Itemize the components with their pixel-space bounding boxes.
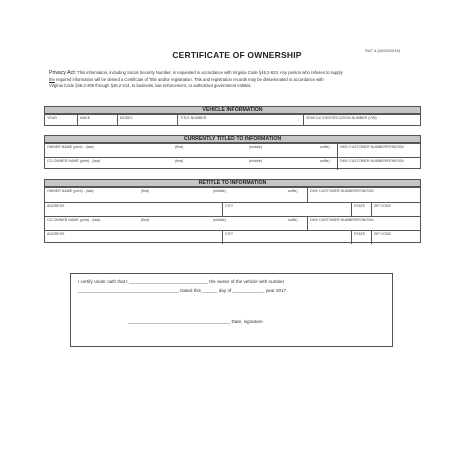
- make-field[interactable]: MAKE: [77, 115, 117, 125]
- retitle-co-owner-suffix-field[interactable]: suffix): [288, 218, 298, 222]
- retitle-address-row-1: [45, 202, 420, 216]
- certification-box: [70, 273, 393, 347]
- certification-line-2[interactable]: _______________________________________, Dated this ______ day of ____________, year 2017.: [78, 288, 288, 293]
- retitle-address-field-2[interactable]: ADDRESS: [47, 232, 65, 236]
- privacy-text-2: required information will be denied a Certificate of Title and/or registration. This and registration records may be disseminated in accordance with: [54, 76, 324, 82]
- retitle-owner-middle-field[interactable]: (middle): [213, 189, 226, 193]
- title-number-field[interactable]: TITLE NUMBER: [177, 115, 280, 125]
- privacy-text-3: Virginia Code §46.2-208 through §46.2-214, to business, law enforcement, or authorized government entities.: [49, 82, 252, 88]
- retitle-co-owner-name-field[interactable]: CO-OWNER NAME (print) - (last): [47, 218, 101, 222]
- vehicle-section-heading: VEHICLE INFORMATION: [44, 106, 421, 114]
- vin-field[interactable]: VEHICLE IDENTIFICATION NUMBER (VIN): [303, 115, 422, 125]
- titled-info-grid: [44, 143, 421, 169]
- titled-co-owner-name-field[interactable]: CO-OWNER NAME (print) - (last): [47, 159, 101, 163]
- retitle-owner-suffix-field[interactable]: suffix): [288, 189, 298, 193]
- certification-line-1[interactable]: I certify under oath that I _______________________________ the owner of the vehicle with number: [78, 279, 285, 284]
- retitle-section-heading: RETITLE TO INFORMATION: [44, 179, 421, 187]
- retitle-co-owner-middle-field[interactable]: (middle): [213, 218, 226, 222]
- titled-owner-row: [45, 144, 420, 157]
- vehicle-info-row: [45, 115, 420, 125]
- privacy-text-2-underlined: the: [49, 76, 55, 82]
- retitle-owner-first-field[interactable]: (first): [141, 189, 150, 193]
- retitle-address-row-2: [45, 230, 420, 244]
- retitle-info-grid: [44, 187, 421, 243]
- retitle-zip-field-2[interactable]: ZIP CODE: [371, 231, 422, 244]
- retitle-owner-name-field[interactable]: OWNER NAME (print) - (last): [47, 189, 94, 193]
- titled-co-owner-row: [45, 157, 420, 170]
- titled-owner-name-field[interactable]: OWNER NAME (print) - (last): [47, 145, 94, 149]
- titled-section-heading: CURRENTLY TITLED TO INFORMATION: [44, 135, 421, 143]
- retitle-owner-row: [45, 188, 420, 202]
- vehicle-info-grid: [44, 114, 421, 126]
- retitle-city-field-2[interactable]: CITY: [222, 231, 351, 244]
- year-field[interactable]: YEAR: [47, 116, 57, 120]
- retitle-co-owner-row: [45, 216, 420, 230]
- form-number: SUT 4 (02/20/2015): [365, 48, 401, 53]
- privacy-text-1: This information, including Social Security Number, is requested in accordance with Virginia Code §46.2-623. Any person who refuses to supply: [77, 70, 343, 75]
- retitle-owner-dmv-field[interactable]: DMV CUSTOMER NUMBER/FEIN/SSN: [307, 188, 422, 202]
- retitle-city-field-1[interactable]: CITY: [222, 203, 351, 216]
- privacy-act-notice: [49, 70, 427, 88]
- retitle-co-owner-dmv-field[interactable]: DMV CUSTOMER NUMBER/FEIN/SSN: [307, 217, 422, 230]
- titled-owner-suffix-field[interactable]: suffix): [320, 145, 330, 149]
- titled-owner-first-field[interactable]: (first): [175, 145, 184, 149]
- titled-co-owner-suffix-field[interactable]: suffix): [320, 159, 330, 163]
- titled-owner-dmv-field[interactable]: DMV CUSTOMER NUMBER/FEIN/SSN: [337, 144, 422, 157]
- retitle-state-field-1[interactable]: STATE: [351, 203, 371, 216]
- titled-owner-middle-field[interactable]: (middle): [249, 145, 262, 149]
- titled-co-owner-dmv-field[interactable]: DMV CUSTOMER NUMBER/FEIN/SSN: [337, 158, 422, 170]
- page-title: CERTIFICATE OF OWNERSHIP: [172, 50, 302, 60]
- titled-co-owner-middle-field[interactable]: (middle): [249, 159, 262, 163]
- privacy-act-label: Privacy Act:: [49, 70, 77, 76]
- signature-line[interactable]: ________________________________________ Date, signature: [128, 319, 263, 324]
- retitle-address-field-1[interactable]: ADDRESS: [47, 204, 65, 208]
- model-field[interactable]: MODEL: [117, 115, 177, 125]
- retitle-state-field-2[interactable]: STATE: [351, 231, 371, 244]
- titled-co-owner-first-field[interactable]: (first): [175, 159, 184, 163]
- retitle-zip-field-1[interactable]: ZIP CODE: [371, 203, 422, 216]
- retitle-co-owner-first-field[interactable]: (first): [141, 218, 150, 222]
